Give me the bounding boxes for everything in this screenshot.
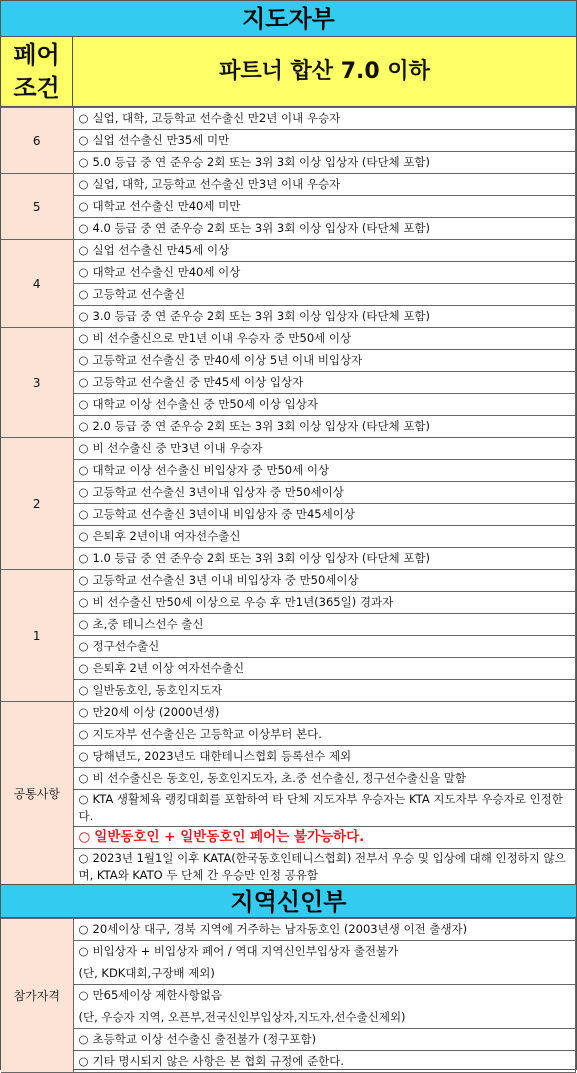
condition-text: 대학교 이상 선수출신 비입상자 중 만50세 이상 bbox=[92, 463, 330, 477]
condition-text: 고등학교 선수출신 3년이내 입상자 중 만50세이상 bbox=[92, 485, 344, 499]
circle-bullet-icon: ○ bbox=[78, 375, 89, 389]
table-row bbox=[1, 130, 576, 152]
condition-text: 기타 명시되지 않은 사항은 본 협회 규정에 준한다. bbox=[92, 1054, 344, 1068]
circle-bullet-icon: ○ bbox=[78, 829, 91, 845]
circle-bullet-icon: ○ bbox=[78, 617, 89, 631]
condition-text: 은퇴후 2년이내 여자선수출신 bbox=[92, 529, 241, 543]
eligibility-item bbox=[73, 1029, 576, 1051]
condition-text: 3.0 등급 중 연 준우승 2회 또는 3위 3회 이상 입상자 (타단체 포함) bbox=[92, 309, 431, 323]
circle-bullet-icon: ○ bbox=[78, 221, 89, 235]
circle-bullet-icon: ○ bbox=[78, 243, 89, 257]
circle-bullet-icon: ○ bbox=[78, 727, 89, 741]
table-row bbox=[1, 658, 576, 680]
table-row bbox=[1, 240, 576, 262]
pair-condition-header bbox=[1, 37, 576, 107]
condition-text: 대학교 이상 선수출신 중 만50세 이상 입상자 bbox=[92, 397, 318, 411]
condition-text: 지도자부 선수출신은 고등학교 이상부터 본다. bbox=[92, 727, 322, 741]
condition-text: 비 선수출신으로 만1년 이내 우승자 중 만50세 이상 bbox=[92, 331, 352, 345]
table-row bbox=[1, 592, 576, 614]
circle-bullet-icon: ○ bbox=[78, 177, 89, 191]
circle-bullet-icon: ○ bbox=[78, 529, 89, 543]
circle-bullet-icon: ○ bbox=[78, 988, 89, 1003]
condition-text: 비입상자 + 비입상자 페어 / 역대 지역신인부입상자 출전불가 bbox=[92, 944, 399, 959]
condition-item bbox=[73, 350, 576, 372]
table-row bbox=[1, 963, 576, 985]
condition-text: 일반동호인 + 일반동호인 페어는 불가능하다. bbox=[94, 829, 365, 845]
circle-bullet-icon: ○ bbox=[78, 1032, 89, 1046]
condition-text: 고등학교 선수출신 3년 이내 비입상자 중 만50세이상 bbox=[92, 573, 359, 587]
level-table bbox=[1, 107, 576, 886]
condition-item bbox=[73, 130, 576, 152]
condition-item bbox=[73, 196, 576, 218]
common-rule-item bbox=[73, 702, 576, 724]
table-row bbox=[1, 262, 576, 284]
table-row bbox=[1, 827, 576, 849]
circle-bullet-icon: ○ bbox=[78, 309, 89, 323]
condition-item bbox=[73, 614, 576, 636]
condition-text: 2023년 1월1일 이후 KATA(한국동호인테니스협회) 전부서 우승 및 입상에 대해 인정하지 않으며, KTA와 KATO 두 단체 간 우승만 인정 공유함 bbox=[78, 851, 566, 882]
table-row bbox=[1, 849, 576, 886]
common-rule-item bbox=[73, 790, 576, 827]
circle-bullet-icon: ○ bbox=[78, 573, 89, 587]
circle-bullet-icon: ○ bbox=[78, 1054, 89, 1068]
condition-item bbox=[73, 526, 576, 548]
condition-text: 비 선수출신 만50세 이상으로 우승 후 만1년(365일) 경과자 bbox=[92, 595, 394, 609]
table-row bbox=[1, 350, 576, 372]
circle-bullet-icon: ○ bbox=[78, 133, 89, 147]
condition-text: 실업 선수출신 만35세 미만 bbox=[92, 133, 230, 147]
table-row bbox=[1, 196, 576, 218]
condition-item bbox=[73, 372, 576, 394]
table-row bbox=[1, 636, 576, 658]
condition-text: (단, KDK대회,구장배 제외) bbox=[78, 965, 215, 980]
level-label: 3 bbox=[1, 328, 73, 438]
condition-item bbox=[73, 482, 576, 504]
circle-bullet-icon: ○ bbox=[78, 749, 89, 763]
condition-text: 실업 선수출신 만45세 이상 bbox=[92, 243, 230, 257]
condition-text: (단, 우승자 지역, 오픈부,전국신인부입상자,지도자,선수출신제외) bbox=[78, 1009, 406, 1024]
eligibility-item bbox=[73, 941, 576, 963]
condition-item bbox=[73, 108, 576, 130]
condition-text: 20세이상 대구, 경북 지역에 거주하는 남자동호인 (2003년생 이전 출생자) bbox=[92, 922, 468, 936]
condition-text: 초등학교 이상 선수출신 출전불가 (정구포함) bbox=[92, 1032, 317, 1046]
condition-item bbox=[73, 680, 576, 702]
condition-text: 고등학교 선수출신 3년이내 비입상자 중 만45세이상 bbox=[92, 507, 355, 521]
table-row bbox=[1, 1051, 576, 1073]
eligibility-item bbox=[73, 985, 576, 1007]
common-rule-item bbox=[73, 724, 576, 746]
condition-text: 초,중 테니스선수 출신 bbox=[92, 617, 204, 631]
table-row bbox=[1, 416, 576, 438]
eligibility-note bbox=[73, 1007, 576, 1029]
condition-item bbox=[73, 570, 576, 592]
circle-bullet-icon: ○ bbox=[78, 705, 89, 719]
table-row bbox=[1, 152, 576, 174]
table-row bbox=[1, 724, 576, 746]
pair-label-line1: 페어 bbox=[13, 41, 60, 69]
table-row bbox=[1, 1029, 576, 1051]
condition-text: 2.0 등급 중 연 준우승 2회 또는 3위 3회 이상 입상자 (타단체 포함) bbox=[92, 419, 431, 433]
section-title-rookie: 지역신인부 bbox=[1, 884, 576, 918]
circle-bullet-icon: ○ bbox=[78, 507, 89, 521]
table-row bbox=[1, 570, 576, 592]
pair-label-line2: 조건 bbox=[13, 74, 60, 102]
condition-item bbox=[73, 438, 576, 460]
condition-text: 실업, 대학, 고등학교 선수출신 만2년 이내 우승자 bbox=[92, 111, 341, 125]
circle-bullet-icon: ○ bbox=[78, 485, 89, 499]
level-label: 4 bbox=[1, 240, 73, 328]
common-rule-item bbox=[73, 746, 576, 768]
condition-item bbox=[73, 240, 576, 262]
table-row bbox=[1, 218, 576, 240]
pair-sum-condition: 파트너 합산 7.0 이하 bbox=[219, 59, 430, 84]
eligibility-label: 참가자격 bbox=[1, 919, 73, 1073]
common-rule-item bbox=[73, 768, 576, 790]
circle-bullet-icon: ○ bbox=[78, 463, 89, 477]
condition-item bbox=[73, 504, 576, 526]
condition-text: 5.0 등급 중 연 준우승 2회 또는 3위 3회 이상 입상자 (타단체 포함) bbox=[92, 155, 431, 169]
table-row bbox=[1, 306, 576, 328]
circle-bullet-icon: ○ bbox=[78, 944, 89, 959]
section-title-coach: 지도자부 bbox=[1, 1, 576, 37]
eligibility-item bbox=[73, 919, 576, 941]
eligibility-note bbox=[73, 963, 576, 985]
table-row bbox=[1, 1007, 576, 1029]
condition-item bbox=[73, 328, 576, 350]
table-row bbox=[1, 614, 576, 636]
condition-text: 실업, 대학, 고등학교 선수출신 만3년 이내 우승자 bbox=[92, 177, 341, 191]
circle-bullet-icon: ○ bbox=[78, 639, 89, 653]
circle-bullet-icon: ○ bbox=[78, 155, 89, 169]
circle-bullet-icon: ○ bbox=[78, 851, 89, 865]
table-row bbox=[1, 284, 576, 306]
condition-item bbox=[73, 658, 576, 680]
condition-item bbox=[73, 174, 576, 196]
condition-item bbox=[73, 306, 576, 328]
condition-text: 대학교 선수출신 만40세 이상 bbox=[92, 265, 241, 279]
circle-bullet-icon: ○ bbox=[78, 771, 89, 785]
circle-bullet-icon: ○ bbox=[78, 419, 89, 433]
condition-text: 만20세 이상 (2000년생) bbox=[92, 705, 220, 719]
common-rule-item bbox=[73, 849, 576, 886]
circle-bullet-icon: ○ bbox=[78, 922, 89, 936]
pair-restriction-warning bbox=[73, 827, 576, 849]
circle-bullet-icon: ○ bbox=[78, 683, 89, 697]
condition-text: 대학교 선수출신 만40세 미만 bbox=[92, 199, 241, 213]
condition-item bbox=[73, 152, 576, 174]
table-row bbox=[1, 174, 576, 196]
table-row bbox=[1, 680, 576, 702]
table-row bbox=[1, 548, 576, 570]
condition-text: 당해년도, 2023년도 대한테니스협회 등록선수 제외 bbox=[92, 749, 352, 763]
table-row bbox=[1, 438, 576, 460]
condition-text: 고등학교 선수출신 bbox=[92, 287, 186, 301]
condition-text: 은퇴후 2년 이상 여자선수출신 bbox=[92, 661, 245, 675]
table-row bbox=[1, 394, 576, 416]
circle-bullet-icon: ○ bbox=[78, 331, 89, 345]
table-row bbox=[1, 328, 576, 350]
table-row bbox=[1, 372, 576, 394]
table-row bbox=[1, 108, 576, 130]
table-row bbox=[1, 941, 576, 963]
circle-bullet-icon: ○ bbox=[78, 792, 89, 806]
table-row bbox=[1, 526, 576, 548]
condition-text: 비 선수출신 중 만3년 이내 우승자 bbox=[92, 441, 263, 455]
condition-item bbox=[73, 416, 576, 438]
table-row bbox=[1, 504, 576, 526]
circle-bullet-icon: ○ bbox=[78, 353, 89, 367]
condition-text: 4.0 등급 중 연 준우승 2회 또는 3위 3회 이상 입상자 (타단체 포함) bbox=[92, 221, 431, 235]
table-row bbox=[1, 460, 576, 482]
condition-text: 만65세이상 제한사항없음 bbox=[92, 988, 222, 1003]
eligibility-table bbox=[1, 918, 576, 1073]
circle-bullet-icon: ○ bbox=[78, 397, 89, 411]
condition-item bbox=[73, 394, 576, 416]
condition-item bbox=[73, 636, 576, 658]
condition-item bbox=[73, 284, 576, 306]
level-label: 6 bbox=[1, 108, 73, 174]
pair-condition-label bbox=[1, 37, 73, 107]
circle-bullet-icon: ○ bbox=[78, 551, 89, 565]
condition-text: 1.0 등급 중 연 준우승 2회 또는 3위 3회 이상 입상자 (타단체 포함) bbox=[92, 551, 431, 565]
level-label: 5 bbox=[1, 174, 73, 240]
circle-bullet-icon: ○ bbox=[78, 265, 89, 279]
table-row bbox=[1, 985, 576, 1007]
common-rules-label: 공통사항 bbox=[1, 702, 73, 886]
condition-item bbox=[73, 548, 576, 570]
circle-bullet-icon: ○ bbox=[78, 661, 89, 675]
condition-item bbox=[73, 262, 576, 284]
circle-bullet-icon: ○ bbox=[78, 595, 89, 609]
table-row bbox=[1, 746, 576, 768]
circle-bullet-icon: ○ bbox=[78, 111, 89, 125]
condition-item bbox=[73, 592, 576, 614]
circle-bullet-icon: ○ bbox=[78, 287, 89, 301]
condition-text: 고등학교 선수출신 중 만40세 이상 5년 이내 비입상자 bbox=[92, 353, 363, 367]
table-row bbox=[1, 702, 576, 724]
condition-text: 정구선수출신 bbox=[92, 639, 160, 653]
level-label: 2 bbox=[1, 438, 73, 570]
table-row bbox=[1, 790, 576, 827]
eligibility-item bbox=[73, 1051, 576, 1073]
level-label: 1 bbox=[1, 570, 73, 702]
table-row bbox=[1, 919, 576, 941]
condition-item bbox=[73, 460, 576, 482]
condition-text: 비 선수출신은 동호인, 동호인지도자, 초.중 선수출신, 정구선수출신을 말함 bbox=[92, 771, 467, 785]
table-row bbox=[1, 768, 576, 790]
condition-text: KTA 생활체육 랭킹대회를 포함하여 타 단체 지도자부 우승자는 KTA 지도자부 우승자로 인정한다. bbox=[78, 792, 563, 823]
table-row bbox=[1, 482, 576, 504]
condition-item bbox=[73, 218, 576, 240]
circle-bullet-icon: ○ bbox=[78, 199, 89, 213]
circle-bullet-icon: ○ bbox=[78, 441, 89, 455]
condition-text: 일반동호인, 동호인지도자 bbox=[92, 683, 223, 697]
condition-text: 고등학교 선수출신 중 만45세 이상 입상자 bbox=[92, 375, 304, 389]
